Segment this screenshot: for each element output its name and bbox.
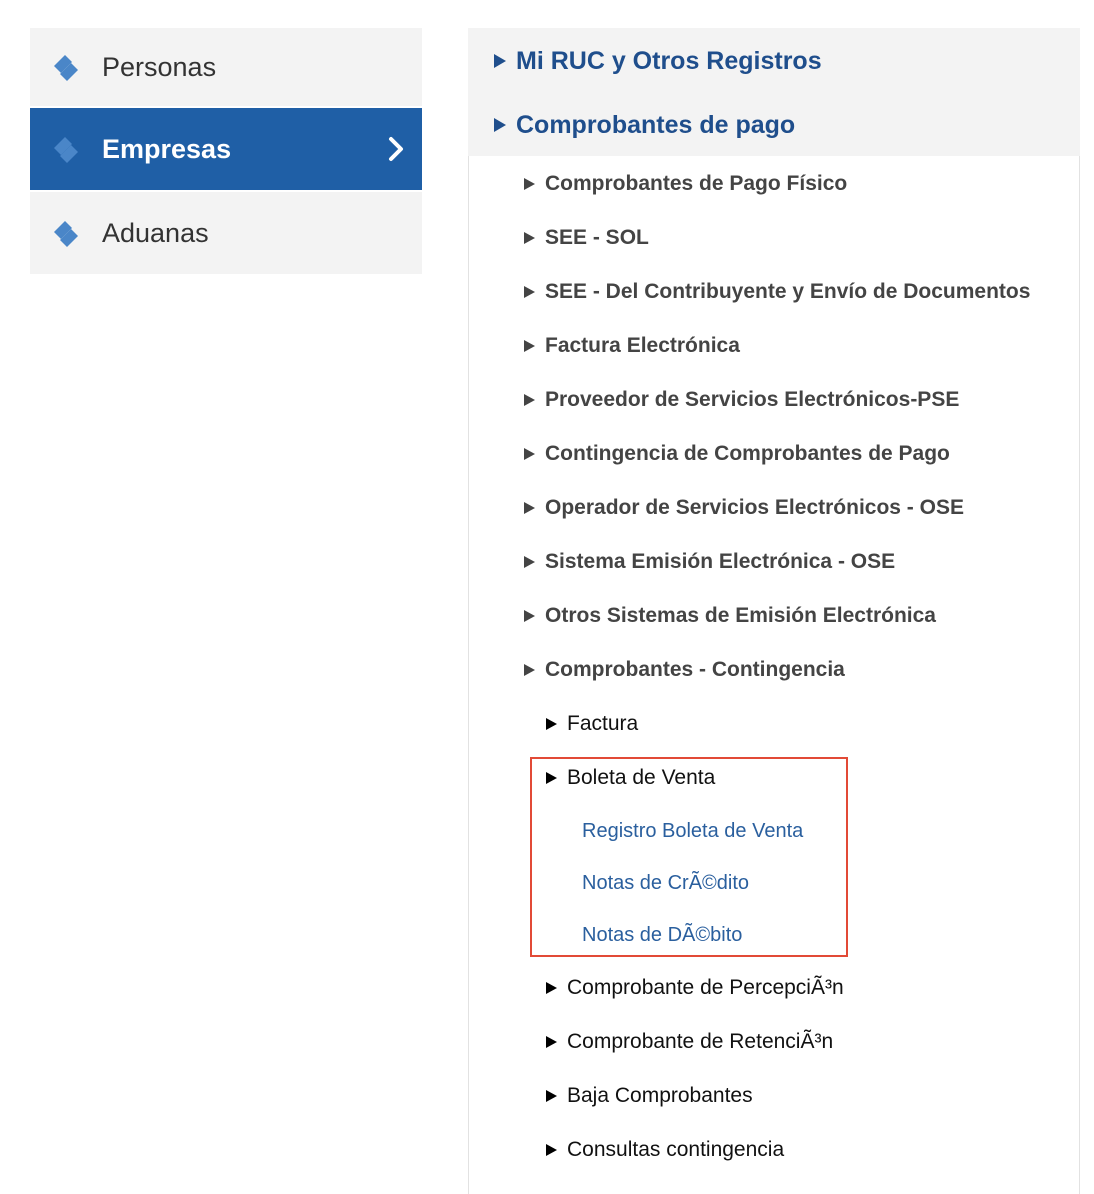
submenu-label: Comprobantes de Pago Físico — [545, 172, 848, 195]
contingencia-label: Consultas contingencia — [567, 1138, 785, 1161]
triangle-right-icon — [524, 664, 535, 676]
triangle-right-icon — [546, 1144, 557, 1156]
submenu-item[interactable] — [524, 168, 847, 200]
highlight-box — [530, 757, 848, 957]
triangle-right-icon — [494, 54, 506, 68]
triangle-right-icon — [546, 982, 557, 994]
submenu-item[interactable] — [524, 438, 950, 470]
triangle-right-icon — [524, 502, 535, 514]
menu-link-label: Mi RUC y Otros Registros — [516, 46, 822, 75]
submenu-label: Contingencia de Comprobantes de Pago — [545, 442, 950, 465]
submenu-label: Proveedor de Servicios Electrónicos-PSE — [545, 388, 960, 411]
sidebar-item-label: Aduanas — [102, 217, 209, 248]
triangle-right-icon — [546, 718, 557, 730]
sidebar-item-aduanas[interactable] — [30, 192, 422, 274]
submenu-item[interactable] — [524, 492, 964, 524]
submenu-item-comprobantes-contingencia[interactable] — [524, 654, 845, 686]
triangle-right-icon — [494, 118, 506, 132]
leaf-label: Notas de DÃ©bito — [582, 923, 743, 946]
submenu-label: Factura Electrónica — [545, 334, 740, 357]
contingencia-item-consultas[interactable] — [546, 1134, 784, 1166]
triangle-right-icon — [524, 286, 535, 298]
submenu-item[interactable] — [524, 600, 936, 632]
contingencia-label: Factura — [567, 712, 639, 735]
contingencia-label: Comprobante de PercepciÃ³n — [567, 976, 844, 999]
sunat-logo-icon — [52, 52, 80, 82]
contingencia-label: Comprobante de RetenciÃ³n — [567, 1030, 834, 1053]
submenu-item[interactable] — [524, 276, 1030, 308]
menu-link-label: Comprobantes de pago — [516, 110, 796, 139]
submenu-label: Comprobantes - Contingencia — [545, 658, 845, 681]
contingencia-item-percepcion[interactable] — [546, 972, 844, 1004]
menu-link-mi-ruc[interactable] — [494, 41, 822, 81]
chevron-right-icon — [386, 136, 406, 162]
triangle-right-icon — [524, 340, 535, 352]
submenu-label: Sistema Emisión Electrónica - OSE — [545, 550, 896, 573]
contingencia-item-factura[interactable] — [546, 708, 638, 740]
leaf-label: Registro Boleta de Venta — [582, 819, 804, 842]
triangle-right-icon — [524, 610, 535, 622]
triangle-right-icon — [524, 448, 535, 460]
submenu-item[interactable] — [524, 546, 895, 578]
leaf-label: Notas de CrÃ©dito — [582, 871, 750, 894]
submenu-item[interactable] — [524, 222, 649, 254]
contingencia-label: Baja Comprobantes — [567, 1084, 753, 1107]
submenu-item[interactable] — [524, 330, 740, 362]
triangle-right-icon — [524, 556, 535, 568]
sidebar-item-empresas[interactable] — [30, 108, 422, 190]
sidebar-item-label: Personas — [102, 51, 217, 82]
submenu-label: SEE - SOL — [545, 226, 649, 249]
sidebar — [30, 28, 422, 276]
triangle-right-icon — [524, 394, 535, 406]
triangle-right-icon — [546, 1036, 557, 1048]
contingencia-label: Boleta de Venta — [567, 766, 716, 789]
triangle-right-icon — [524, 178, 535, 190]
sunat-logo-icon — [52, 218, 80, 248]
contingencia-item-retencion[interactable] — [546, 1026, 833, 1058]
contingencia-item-baja[interactable] — [546, 1080, 753, 1112]
menu-header — [468, 28, 1080, 156]
sidebar-item-label: Empresas — [102, 133, 232, 164]
submenu-item[interactable] — [524, 384, 959, 416]
sunat-logo-icon — [52, 134, 80, 164]
submenu-label: Operador de Servicios Electrónicos - OSE — [545, 496, 964, 519]
submenu-label: SEE - Del Contribuyente y Envío de Documentos — [545, 280, 1031, 303]
triangle-right-icon — [546, 1090, 557, 1102]
sidebar-item-personas[interactable] — [30, 28, 422, 106]
menu-link-comprobantes-de-pago[interactable] — [494, 105, 795, 145]
submenu-label: Otros Sistemas de Emisión Electrónica — [545, 604, 936, 627]
triangle-right-icon — [524, 232, 535, 244]
